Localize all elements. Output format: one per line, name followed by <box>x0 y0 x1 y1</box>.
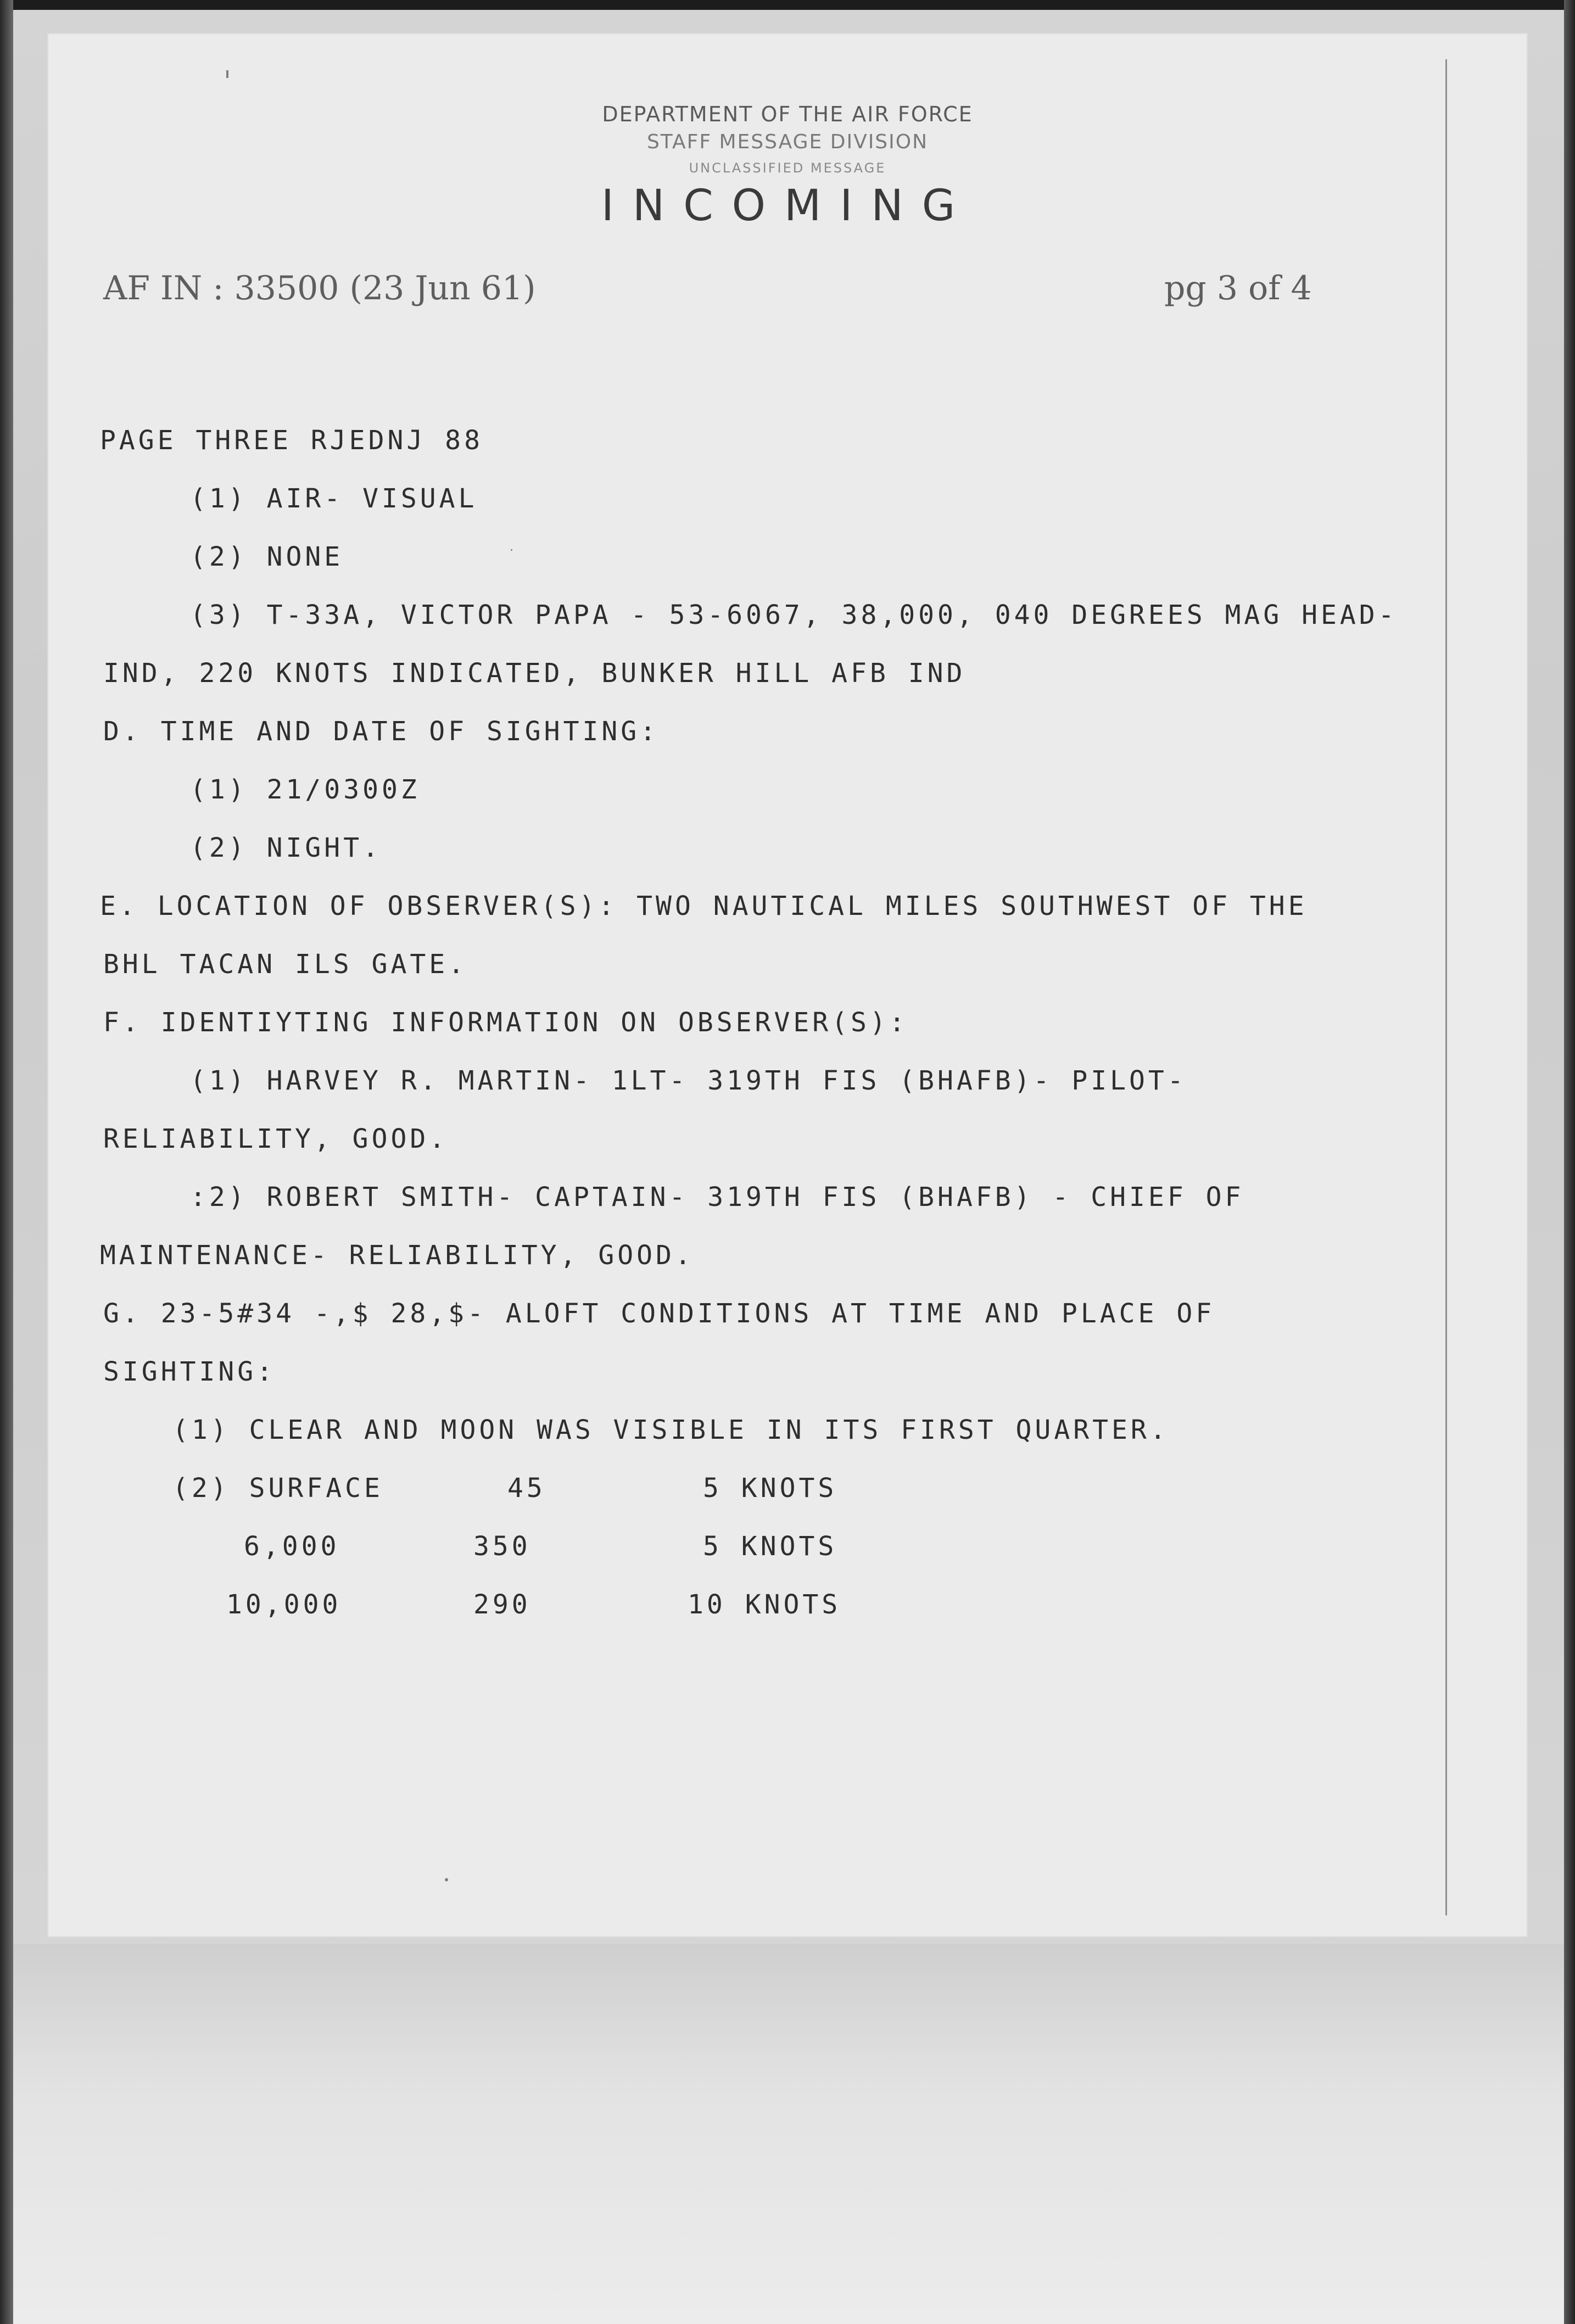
message-line: G. 23-5#34 -,$ 28,$- ALOFT CONDITIONS AT TIME AND PLACE OF <box>103 1298 1215 1329</box>
winds-altitude: 10,000 <box>226 1589 342 1620</box>
message-line: RELIABILITY, GOOD. <box>103 1124 449 1154</box>
message-line: F. IDENTIYTING INFORMATION ON OBSERVER(S): <box>103 1007 908 1038</box>
winds-direction: 290 <box>473 1589 531 1620</box>
message-line: :2) ROBERT SMITH- CAPTAIN- 319TH FIS (BHAFB) - CHIEF OF <box>190 1182 1244 1213</box>
message-line: D. TIME AND DATE OF SIGHTING: <box>103 716 660 747</box>
winds-altitude: 6,000 <box>244 1531 340 1562</box>
sheet-fold-line <box>1445 59 1447 1915</box>
winds-speed: 10 KNOTS <box>688 1589 841 1620</box>
document-sheet <box>48 34 1527 1936</box>
message-line: (2) NONE <box>190 541 344 572</box>
scan-right-edge <box>1564 0 1575 2324</box>
message-line: (3) T-33A, VICTOR PAPA - 53-6067, 38,000, 040 DEGREES MAG HEAD- <box>190 600 1398 630</box>
scan-speck <box>511 549 512 551</box>
message-line: IND, 220 KNOTS INDICATED, BUNKER HILL AFB IND <box>103 658 966 689</box>
scan-left-edge <box>0 0 13 2324</box>
message-line: E. LOCATION OF OBSERVER(S): TWO NAUTICAL MILES SOUTHWEST OF THE <box>100 891 1308 921</box>
winds-speed: 5 KNOTS <box>703 1531 837 1562</box>
message-line: (2) NIGHT. <box>190 833 382 863</box>
scan-lower-plate <box>13 1944 1564 2324</box>
page-number: pg 3 of 4 <box>1164 269 1312 308</box>
winds-direction: 350 <box>473 1531 531 1562</box>
scan-speck <box>445 1878 448 1881</box>
message-line: SIGHTING: <box>103 1356 276 1387</box>
department-stamp: DEPARTMENT OF THE AIR FORCE <box>602 102 973 126</box>
winds-direction: 45 <box>507 1473 546 1504</box>
message-reference: AF IN : 33500 (23 Jun 61) <box>103 269 536 308</box>
message-line: (1) 21/0300Z <box>190 774 420 805</box>
message-line: (1) CLEAR AND MOON WAS VISIBLE IN ITS FIRST QUARTER. <box>172 1415 1169 1445</box>
division-stamp: STAFF MESSAGE DIVISION <box>646 131 929 153</box>
message-line: PAGE THREE RJEDNJ 88 <box>100 425 483 456</box>
winds-altitude: (2) SURFACE <box>172 1473 383 1504</box>
message-type-title: INCOMING <box>601 181 974 231</box>
message-line: BHL TACAN ILS GATE. <box>103 949 468 980</box>
scan-top-edge <box>0 0 1575 10</box>
message-line: (1) AIR- VISUAL <box>190 483 478 514</box>
winds-speed: 5 KNOTS <box>703 1473 837 1504</box>
classification-stamp: UNCLASSIFIED MESSAGE <box>689 160 886 176</box>
scan-speck <box>226 70 228 78</box>
message-line: MAINTENANCE- RELIABILITY, GOOD. <box>100 1240 694 1271</box>
message-line: (1) HARVEY R. MARTIN- 1LT- 319TH FIS (BHAFB)- PILOT- <box>190 1065 1187 1096</box>
